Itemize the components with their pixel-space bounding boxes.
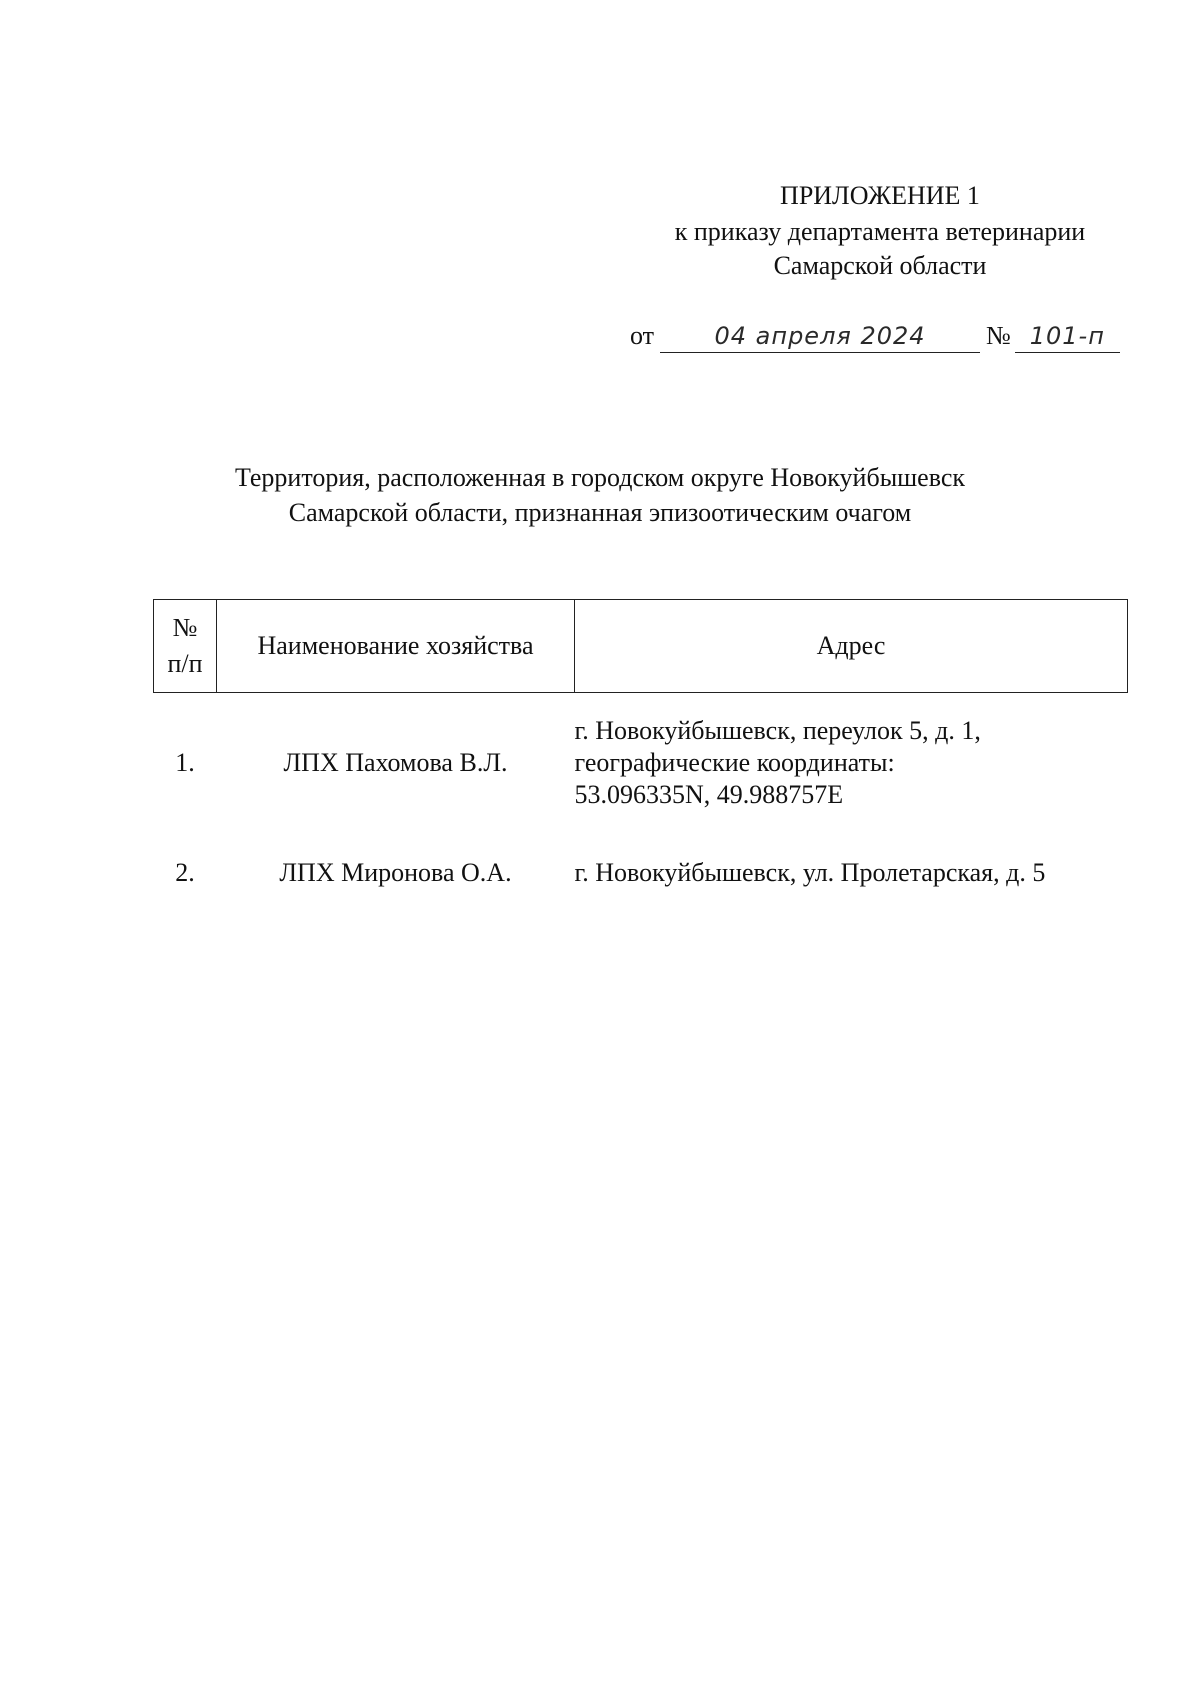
row-address <box>575 833 1128 913</box>
row-number: 1. <box>175 748 195 777</box>
row-address <box>575 693 1128 834</box>
order-reference <box>630 320 1120 353</box>
address-line: географические координаты: <box>574 748 895 777</box>
appendix-region: Самарской области <box>773 251 987 280</box>
order-date-handwritten: 04 апреля 2024 <box>660 320 980 353</box>
row-number: 2. <box>175 858 195 887</box>
header-number-pp: п/п <box>167 649 203 678</box>
farms-table <box>153 599 1128 913</box>
header-farm-name: Наименование хозяйства <box>217 600 575 693</box>
table-row <box>154 833 1128 913</box>
row-farm-name: ЛПХ Пахомова В.Л. <box>283 748 508 777</box>
title-line-2: Самарской области, признанная эпизоотическим очагом <box>288 498 912 527</box>
address-line: г. Новокуйбышевск, переулок 5, д. 1, <box>574 716 981 745</box>
row-farm-name: ЛПХ Миронова О.А. <box>279 858 512 887</box>
appendix-subtitle: к приказу департамента ветеринарии <box>674 217 1086 246</box>
order-number-handwritten: 101-п <box>1015 320 1120 353</box>
appendix-title: ПРИЛОЖЕНИЕ 1 <box>780 181 980 210</box>
title-line-1: Территория, расположенная в городском округе Новокуйбышевск <box>234 463 966 492</box>
header-address: Адрес <box>575 600 1128 693</box>
table-row <box>154 693 1128 834</box>
table-header-row <box>154 600 1128 693</box>
address-line: 53.096335N, 49.988757E <box>574 780 844 809</box>
header-number <box>154 600 217 693</box>
address-line: г. Новокуйбышевск, ул. Пролетарская, д. 5 <box>574 858 1046 887</box>
order-from-label: от <box>630 321 655 350</box>
order-number-label: № <box>986 321 1011 350</box>
header-number-sign: № <box>172 613 198 642</box>
